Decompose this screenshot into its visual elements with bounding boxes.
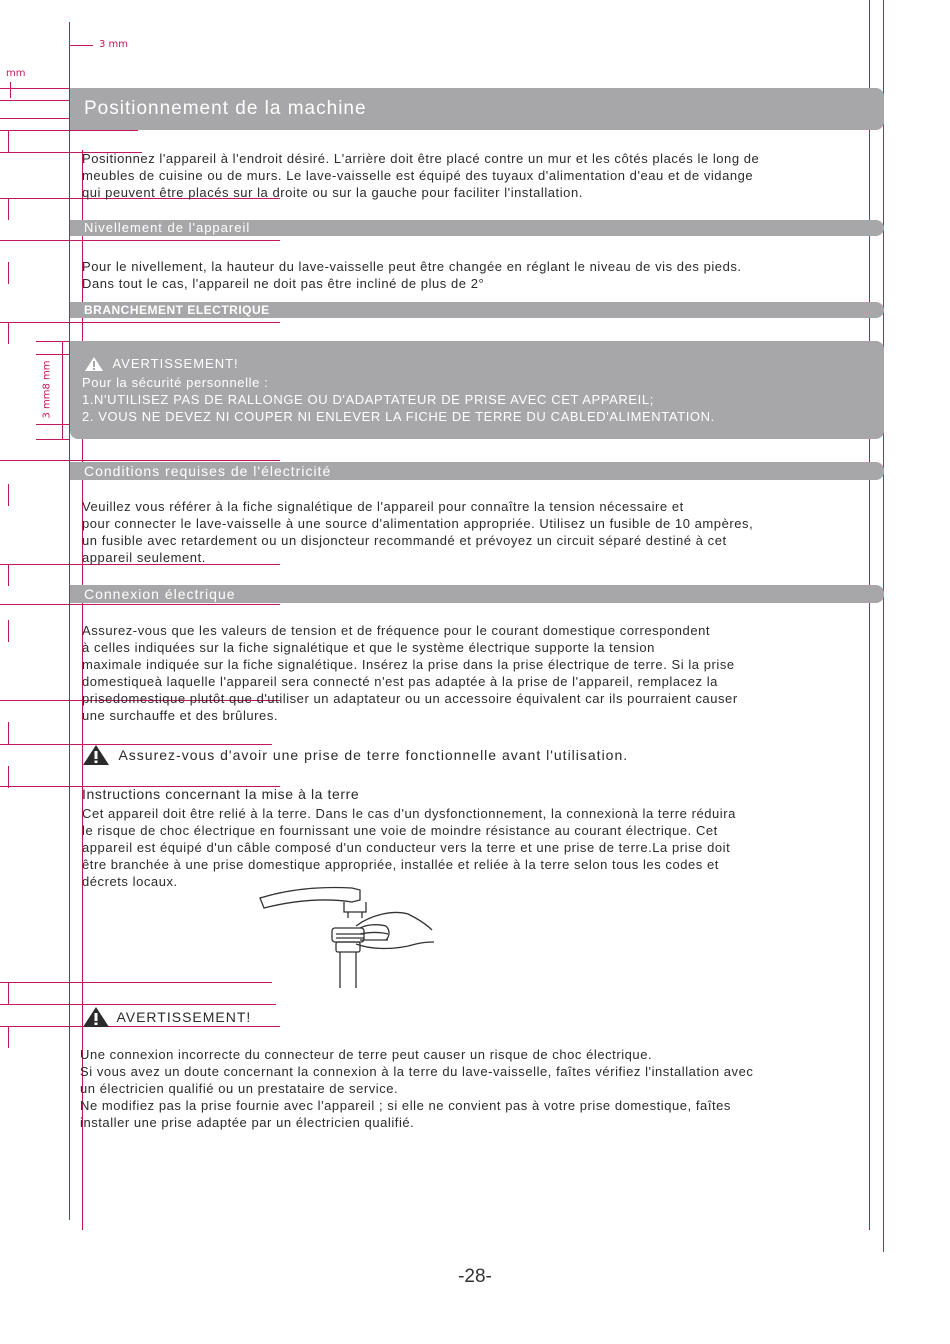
text-line: Une connexion incorrecte du connecteur de terre peut causer un risque de choc électrique. xyxy=(80,1047,653,1062)
text-line: prisedomestique plutôt que d'utiliser un adaptateur ou un accessoire équivalent car ils pourraient causer xyxy=(82,691,738,706)
warning-line: 1.N'UTILISEZ PAS DE RALLONGE OU D'ADAPTATEUR DE PRISE AVEC CET APPAREIL; xyxy=(82,392,654,407)
text-line: une surchauffe et des brûlures. xyxy=(82,708,279,723)
section-header-positioning xyxy=(70,88,884,130)
connection-paragraph xyxy=(82,622,738,724)
text-line: installer une prise adaptée par un électricien qualifié. xyxy=(80,1115,415,1130)
crop-label-top: 3 mm xyxy=(99,39,129,50)
text-line: être branchée à une prise domestique appropriée, installée et reliée à la terre selon tous les codes et xyxy=(82,857,719,872)
text-line: pour connecter le lave-vaisselle à une source d'alimentation appropriée. Utilisez un fusible de 10 ampères, xyxy=(82,516,754,531)
crop-label-left: mm xyxy=(6,68,26,79)
crop-label-side: 3 mm8 mm xyxy=(41,360,53,419)
section-header-leveling xyxy=(70,220,884,236)
positioning-paragraph xyxy=(82,150,759,201)
ground-notice-text: Assurez-vous d'avoir une prise de terre fonctionnelle avant l'utilisation. xyxy=(118,747,629,763)
warning-line: Pour la sécurité personnelle : xyxy=(82,375,269,390)
text-line: meubles de cuisine ou de murs. Le lave-vaisselle est équipé des tuyaux d'alimentation d'eau et de vidange xyxy=(82,168,754,183)
text-line: maximale indiquée sur la fiche signalétique. Insérez la prise dans la prise électrique de terre. Si la prise xyxy=(82,657,735,672)
text-line: appareil est équipé d'un câble composé d'un conducteur vers la terre et une prise de terre.La prise doit xyxy=(82,840,731,855)
section-title: Conditions requises de l'électricité xyxy=(84,463,332,479)
grounding-paragraph xyxy=(82,805,736,890)
text-line: Positionnez l'appareil à l'endroit désiré. L'arrière doit être placé contre un mur et les côtés placés le long de xyxy=(82,151,760,166)
warning-triangle-icon xyxy=(82,744,110,766)
text-line: Ne modifiez pas la prise fournie avec l'appareil ; si elle ne convient pas à votre prise domestique, faîtes xyxy=(80,1098,731,1113)
warning2-heading: AVERTISSEMENT! xyxy=(116,1009,252,1025)
text-line: le risque de choc électrique en fournissant une voie de moindre résistance au courant électrique. Cet xyxy=(82,823,718,838)
section-title: Positionnement de la machine xyxy=(84,98,367,119)
text-line: un fusible avec retardement ou un disjoncteur recommandé et prévoyez un circuit séparé destiné à cet xyxy=(82,533,727,548)
text-line: appareil seulement. xyxy=(82,550,206,565)
warning-triangle-icon xyxy=(82,1006,110,1028)
section-header-requirements xyxy=(70,462,884,480)
text-line: Assurez-vous que les valeurs de tension et de fréquence pour le courant domestique correspondent xyxy=(82,623,711,638)
text-line: Cet appareil doit être relié à la terre. Dans le cas d'un dysfonctionnement, la connexionà la terre réduira xyxy=(82,806,736,821)
page-number: -28- xyxy=(458,1266,492,1287)
section-title: Connexion électrique xyxy=(84,586,236,602)
warning-triangle-icon xyxy=(84,356,104,372)
warning2-heading-row xyxy=(82,1006,251,1028)
section-title: Nivellement de l'appareil xyxy=(84,220,251,235)
grounded-plug-illustration xyxy=(256,884,436,992)
text-line: Pour le nivellement, la hauteur du lave-vaisselle peut être changée en réglant le niveau de vis des pieds. xyxy=(82,259,742,274)
requirements-paragraph xyxy=(82,498,753,566)
text-line: décrets locaux. xyxy=(82,874,178,889)
text-line: un électricien qualifié ou un prestataire de service. xyxy=(80,1081,399,1096)
ground-notice xyxy=(82,744,628,766)
text-line: domestiqueà laquelle l'appareil sera connecté n'est pas adaptée à la prise de l'appareil, remplacez la xyxy=(82,674,718,689)
leveling-paragraph xyxy=(82,258,742,292)
warning2-paragraph xyxy=(80,1046,753,1131)
text-line: Si vous avez un doute concernant la connexion à la terre du lave-vaisselle, faîtes vérifiez l'installation avec xyxy=(80,1064,754,1079)
section-header-electrical xyxy=(70,302,884,318)
safety-warning-box xyxy=(70,341,884,439)
text-line: qui peuvent être placés sur la droite ou sur la gauche pour faciliter l'installation. xyxy=(82,185,583,200)
warning-heading-row xyxy=(84,355,239,373)
section-header-connection xyxy=(70,585,884,603)
text-line: à celles indiquées sur la fiche signalétique et que le système électrique supporte la tension xyxy=(82,640,655,655)
text-line: Dans tout le cas, l'appareil ne doit pas être incliné de plus de 2° xyxy=(82,276,485,291)
warning-heading: AVERTISSEMENT! xyxy=(112,356,239,372)
warning-line: 2. VOUS NE DEVEZ NI COUPER NI ENLEVER LA FICHE DE TERRE DU CABLED'ALIMENTATION. xyxy=(82,409,715,424)
grounding-instructions-title: Instructions concernant la mise à la terre xyxy=(82,786,360,802)
section-title: BRANCHEMENT ELECTRIQUE xyxy=(84,303,270,317)
text-line: Veuillez vous référer à la fiche signalétique de l'appareil pour connaître la tension nécessaire et xyxy=(82,499,684,514)
